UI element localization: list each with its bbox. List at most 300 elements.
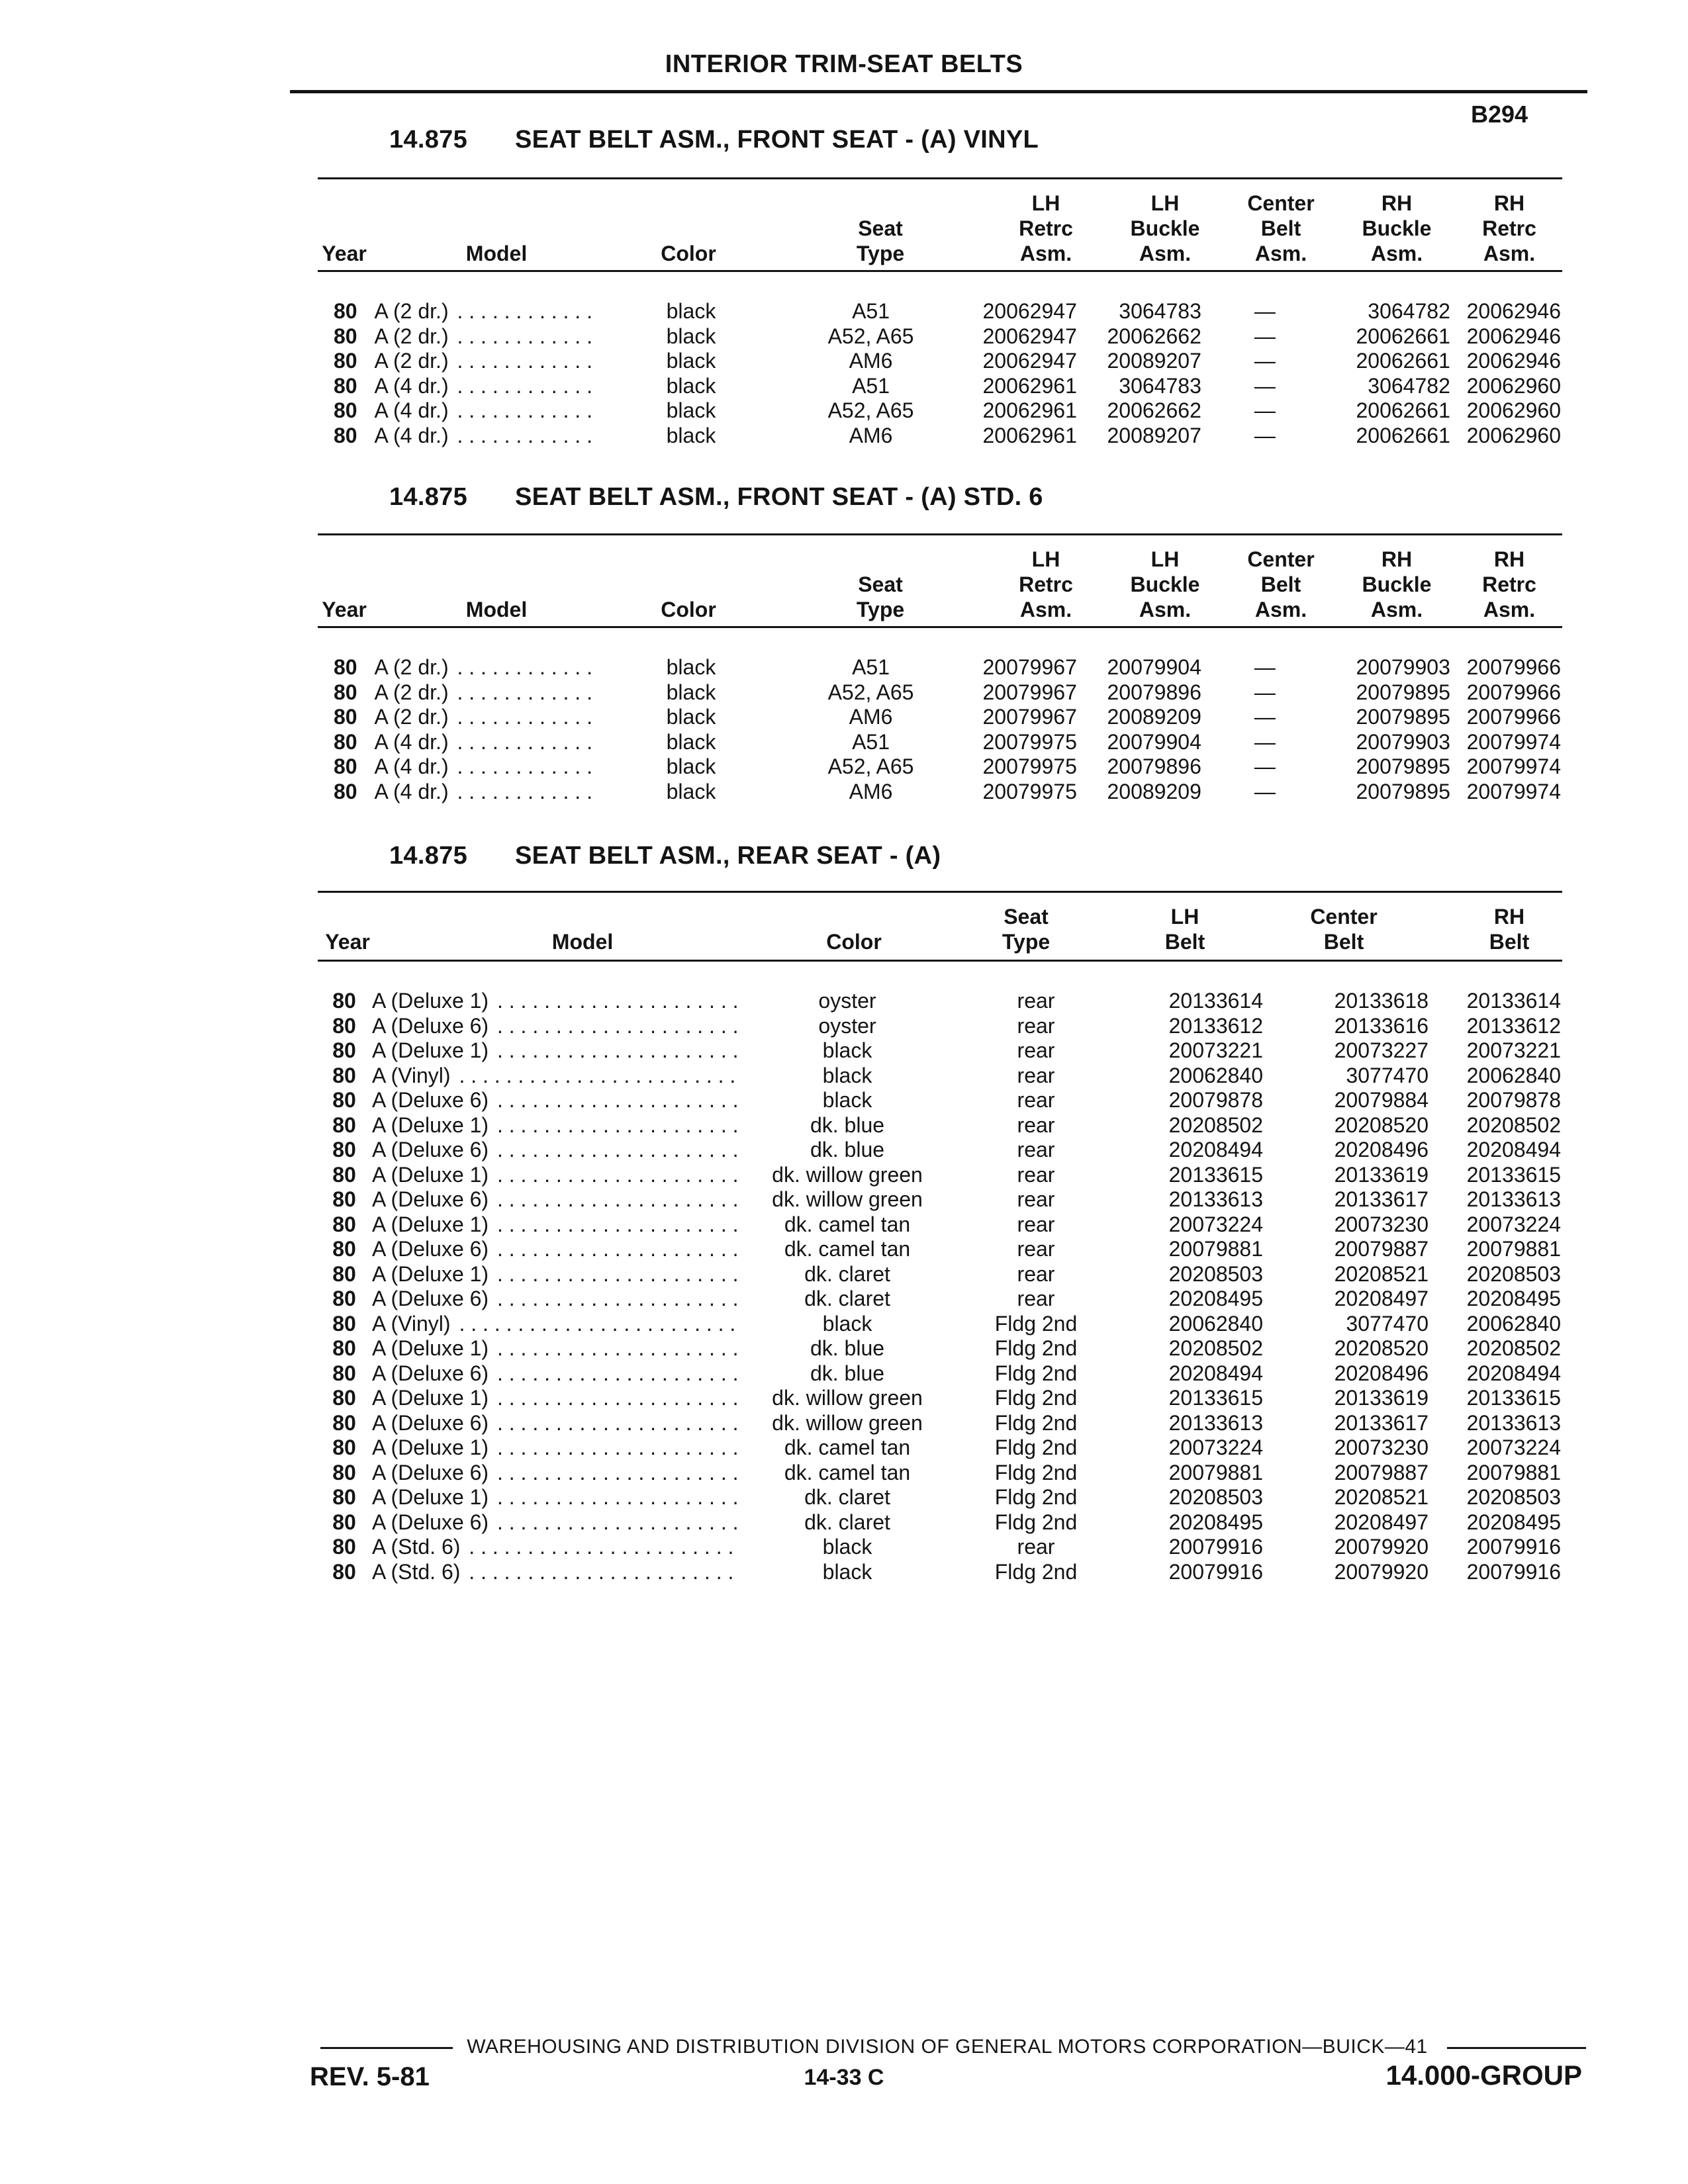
header-model: Model [551,930,614,954]
cell-year: 80 [333,705,357,729]
model-label: A (Deluxe 6) [372,1510,491,1534]
cell-color: oyster [818,989,876,1013]
cell-model [371,1113,741,1138]
cell-rh-belt: 20079916 [1466,1559,1561,1584]
cell-seat-type: Fldg 2nd [994,1559,1078,1584]
cell-year: 80 [333,398,357,422]
header-seat-2: Type [856,598,905,621]
cell-center-belt: 20208497 [1334,1510,1429,1534]
section-3-header [0,904,1688,957]
cell-year: 80 [332,1535,356,1559]
header-lhr-1: LH [1031,547,1060,571]
cell-rh-belt: 20073224 [1466,1435,1561,1459]
cell-seat-type: Fldg 2nd [994,1311,1078,1336]
cell-model [371,1064,741,1089]
table-row [318,1237,1562,1262]
section-1-number: 14.875 [389,126,468,154]
cell-lh-belt: 20208494 [1168,1361,1263,1385]
header-lhr-2: Retrc [1019,216,1073,240]
cell-center-belt: 20079887 [1334,1460,1429,1484]
header-year: Year [322,242,367,265]
cell-lh-retrc: 20079975 [982,729,1077,754]
cell-lh-belt: 20133612 [1168,1013,1263,1038]
cell-center-belt: 20079887 [1334,1237,1429,1261]
cell-color: black [822,1559,872,1584]
header-rhb-3: Asm. [1370,242,1423,265]
model-label: A (Deluxe 6) [372,1411,491,1435]
section-1-title [389,126,1039,154]
cell-lh-buckle: 3064783 [1119,373,1201,398]
cell-year: 80 [332,1113,356,1137]
cell-lh-retrc: 20062961 [982,373,1077,398]
table-row [318,1163,1562,1188]
model-label: A (4 dr.) [375,730,451,754]
cell-seat-type: Fldg 2nd [994,1460,1078,1484]
header-rhb-1: RH [1381,547,1413,571]
model-label: A (Deluxe 1) [372,1212,491,1236]
cell-rh-retrc: 20062946 [1466,324,1561,348]
cell-rh-retrc: 20079966 [1466,705,1561,729]
cell-year: 80 [333,779,357,803]
cell-seat-type: rear [1017,1237,1055,1261]
cell-year: 80 [332,1138,356,1161]
cell-center-belt: 20208496 [1334,1138,1429,1161]
cell-rh-retrc: 20079966 [1466,680,1561,704]
cell-model [373,754,594,780]
cell-rh-belt: 20073221 [1466,1038,1561,1062]
cell-model [371,1312,741,1337]
section-2-number: 14.875 [389,483,468,511]
cell-model [371,1088,741,1113]
section-1-top-rule [318,177,1562,179]
model-label: A (Vinyl) [372,1312,453,1336]
cell-year: 80 [332,1187,356,1211]
cell-lh-retrc: 20079967 [982,680,1077,704]
cell-rh-belt: 20062840 [1466,1311,1561,1336]
cell-lh-buckle: 20062662 [1107,324,1201,348]
header-lhb-3: Asm. [1139,242,1192,265]
cell-center-belt: 20208520 [1334,1113,1429,1137]
section-2-title [389,483,1043,512]
header-color: Color [661,242,716,265]
model-label: A (4 dr.) [375,374,451,398]
table-row [318,1312,1562,1337]
cell-color: black [666,655,716,679]
cell-year: 80 [332,1510,356,1534]
cell-rh-buckle: 20079895 [1356,779,1450,803]
cell-color: dk. willow green [772,1410,923,1435]
cell-center-belt: — [1254,373,1276,398]
cell-seat-type: rear [1017,1261,1055,1286]
section-3-title [389,842,941,870]
cell-lh-retrc: 20062947 [982,324,1077,348]
cell-model [371,1287,741,1312]
cell-color: dk. camel tan [784,1435,911,1459]
model-label: A (2 dr.) [375,680,451,704]
model-label: A (Deluxe 1) [372,1336,491,1360]
model-label: A (Deluxe 6) [372,1088,491,1112]
cell-lh-belt: 20208503 [1168,1485,1263,1509]
table-row [318,705,1562,730]
table-row [318,1262,1562,1287]
cell-model [371,1336,741,1361]
cell-lh-retrc: 20079967 [982,705,1077,729]
cell-center-belt: 20208521 [1334,1261,1429,1286]
cell-year: 80 [333,349,357,373]
cell-seat-type: Fldg 2nd [994,1510,1078,1534]
header-lhb-3: Asm. [1139,598,1192,621]
cell-lh-retrc: 20062947 [982,299,1077,323]
table-row [318,1113,1562,1138]
cell-color: dk. claret [804,1485,890,1509]
model-label: A (Deluxe 1) [372,1163,491,1187]
cell-model [371,1361,741,1387]
header-rhr-3: Asm. [1483,242,1536,265]
cell-model [371,1510,741,1535]
cell-lh-belt: 20079881 [1168,1237,1263,1261]
cell-center-belt: 20208496 [1334,1361,1429,1385]
cell-color: dk. blue [810,1361,885,1385]
header-lhr-3: Asm. [1019,242,1072,265]
cell-rh-buckle: 20079903 [1356,729,1450,754]
cell-lh-belt: 20133615 [1168,1162,1263,1187]
cell-color: oyster [818,1013,876,1038]
table-row [318,1435,1562,1461]
header-seat-1: Seat [858,216,903,240]
cell-color: black [666,398,716,422]
cell-year: 80 [332,1435,356,1459]
cell-rh-belt: 20208502 [1466,1113,1561,1137]
table-row [318,1485,1562,1510]
cell-center-belt: — [1254,349,1276,373]
cell-color: black [666,324,716,348]
cell-seat-type: rear [1017,1138,1055,1161]
cell-seat-type: Fldg 2nd [994,1485,1078,1509]
model-label: A (Std. 6) [372,1535,463,1559]
section-2-header [0,547,1688,626]
cell-center-belt: 20133619 [1334,1386,1429,1410]
cell-center-belt: — [1254,779,1276,803]
cell-lh-belt: 20208503 [1168,1261,1263,1286]
cell-seat-type: Fldg 2nd [994,1435,1078,1459]
section-2-table [318,655,1562,804]
cell-rh-belt: 20133615 [1466,1162,1561,1187]
cell-rh-belt: 20062840 [1466,1063,1561,1087]
header-rhr-2: Retrc [1482,216,1536,240]
cell-lh-belt: 20208502 [1168,1336,1263,1360]
cell-year: 80 [332,1162,356,1187]
header-lhr-1: LH [1031,191,1060,215]
cell-year: 80 [332,1311,356,1336]
cell-year: 80 [332,1287,356,1310]
section-1-header-rule [318,270,1562,272]
cell-seat-type: Fldg 2nd [994,1410,1078,1435]
cell-rh-buckle: 20062661 [1356,398,1450,422]
header-rhb-2: Buckle [1362,216,1432,240]
model-label: A (Deluxe 6) [372,1461,491,1484]
model-label: A (2 dr.) [375,655,451,679]
cell-center-belt: — [1254,398,1276,422]
cell-seat-type: rear [1017,1187,1055,1211]
table-row [318,730,1562,755]
table-row [318,780,1562,805]
cell-model [371,1187,741,1212]
cell-rh-belt: 20133613 [1466,1410,1561,1435]
model-label: A (Vinyl) [372,1064,453,1087]
cell-rh-belt: 20079881 [1466,1460,1561,1484]
section-3-header-rule [318,960,1562,962]
cell-center-belt: 3077470 [1346,1311,1429,1336]
cell-lh-belt: 20133613 [1168,1410,1263,1435]
cell-seat-type: AM6 [849,423,893,447]
cell-seat-type: rear [1017,1212,1055,1236]
cell-seat-type: rear [1017,1088,1055,1112]
cell-model [371,1014,741,1039]
cell-rh-retrc: 20079974 [1466,754,1561,778]
header-center-1: Center [1247,191,1315,215]
model-label: A (4 dr.) [375,780,451,803]
model-label: A (Deluxe 1) [372,1113,491,1137]
cell-model [373,655,594,680]
cell-year: 80 [333,373,357,398]
cell-rh-belt: 20208502 [1466,1336,1561,1360]
revision: REV. 5-81 [310,2062,430,2091]
cell-center-belt: — [1254,299,1276,323]
cell-lh-retrc: 20079975 [982,754,1077,778]
section-2-top-rule [318,533,1562,535]
cell-year: 80 [332,1361,356,1385]
table-row [318,754,1562,780]
cell-lh-retrc: 20079967 [982,655,1077,679]
cell-year: 80 [332,1261,356,1286]
cell-rh-retrc: 20062960 [1466,373,1561,398]
cell-year: 80 [333,324,357,348]
cell-model [373,374,594,399]
model-label: A (Deluxe 1) [372,1038,491,1062]
cell-color: dk. blue [810,1138,885,1161]
table-row [318,989,1562,1014]
model-label: A (Deluxe 1) [372,989,491,1013]
header-center-1: Center [1247,547,1315,571]
cell-color: dk. camel tan [784,1212,911,1236]
cell-seat-type: A52, A65 [827,398,914,422]
cell-lh-buckle: 20062662 [1107,398,1201,422]
model-label: A (Deluxe 6) [372,1287,491,1310]
cell-color: black [666,423,716,447]
cell-model [371,1262,741,1287]
cell-model [371,1485,741,1510]
table-row [318,1014,1562,1039]
table-row [318,1064,1562,1089]
table-row [318,1212,1562,1238]
cell-seat-type: A51 [852,655,890,679]
model-label: A (4 dr.) [375,424,451,447]
table-row [318,1560,1562,1585]
cell-rh-buckle: 20079895 [1356,705,1450,729]
cell-seat-type: rear [1017,1287,1055,1310]
cell-color: dk. blue [810,1113,885,1137]
cell-seat-type: A52, A65 [827,754,914,778]
cell-seat-type: A52, A65 [827,324,914,348]
cell-rh-buckle: 20079903 [1356,655,1450,679]
cell-lh-buckle: 3064783 [1119,299,1201,323]
cell-lh-buckle: 20079904 [1107,729,1201,754]
header-center-3: Asm. [1254,242,1307,265]
table-row [318,1187,1562,1212]
model-label: A (2 dr.) [375,705,451,729]
cell-rh-buckle: 20062661 [1356,324,1450,348]
table-row [318,1336,1562,1361]
cell-model [371,1435,741,1461]
cell-rh-belt: 20208503 [1466,1261,1561,1286]
cell-rh-buckle: 20062661 [1356,423,1450,447]
cell-lh-buckle: 20089207 [1107,349,1201,373]
header-lhb-1: LH [1150,191,1180,215]
table-row [318,680,1562,705]
model-label: A (4 dr.) [375,754,451,778]
header-lhbelt-1: LH [1170,905,1199,929]
cell-year: 80 [333,754,357,778]
cell-model [373,730,594,755]
cell-model [371,1163,741,1188]
cell-rh-buckle: 20079895 [1356,754,1450,778]
model-label: A (Deluxe 1) [372,1435,491,1459]
cell-rh-belt: 20208494 [1466,1138,1561,1161]
cell-color: dk. claret [804,1287,890,1310]
cell-lh-buckle: 20079896 [1107,754,1201,778]
cell-lh-buckle: 20079904 [1107,655,1201,679]
cell-year: 80 [332,1038,356,1062]
header-lhb-1: LH [1150,547,1180,571]
cell-rh-belt: 20079878 [1466,1088,1561,1112]
cell-year: 80 [333,423,357,447]
model-label: A (Deluxe 1) [372,1485,491,1509]
cell-seat-type: rear [1017,1038,1055,1062]
cell-lh-belt: 20079916 [1168,1535,1263,1559]
footer-rule-left [320,2047,453,2049]
section-1-table [318,299,1562,448]
cell-model [373,349,594,374]
cell-rh-retrc: 20062960 [1466,398,1561,422]
cell-model [371,1212,741,1238]
cell-lh-belt: 20133615 [1168,1386,1263,1410]
section-2-header-rule [318,626,1562,628]
cell-center-belt: — [1254,680,1276,704]
cell-model [371,1386,741,1411]
cell-color: dk. willow green [772,1162,923,1187]
header-color: Color [826,930,882,954]
cell-rh-belt: 20208495 [1466,1287,1561,1310]
table-row [318,1287,1562,1312]
model-label: A (Deluxe 6) [372,1361,491,1385]
cell-center-belt: 20133619 [1334,1162,1429,1187]
cell-center-belt: 20133618 [1334,989,1429,1013]
table-row [318,374,1562,399]
cell-center-belt: 20133617 [1334,1187,1429,1211]
cell-color: black [822,1311,872,1336]
cell-lh-belt: 20208502 [1168,1113,1263,1137]
cell-rh-buckle: 20062661 [1356,349,1450,373]
header-year: Year [322,598,367,621]
cell-year: 80 [332,1212,356,1236]
header-centerbelt-1: Center [1310,905,1378,929]
cell-lh-belt: 20133614 [1168,989,1263,1013]
cell-rh-belt: 20073224 [1466,1212,1561,1236]
cell-model [373,705,594,730]
header-rhbelt-1: RH [1493,905,1525,929]
cell-lh-retrc: 20062961 [982,423,1077,447]
cell-lh-retrc: 20062947 [982,349,1077,373]
page-code: B294 [1471,101,1528,128]
header-center-2: Belt [1260,216,1301,240]
cell-lh-buckle: 20089209 [1107,705,1201,729]
model-label: A (Deluxe 6) [372,1237,491,1261]
footer-rule-right [1447,2047,1586,2049]
header-rhbelt-2: Belt [1489,930,1530,954]
cell-year: 80 [333,299,357,323]
cell-rh-belt: 20208503 [1466,1485,1561,1509]
cell-rh-retrc: 20062946 [1466,299,1561,323]
model-label: A (Deluxe 6) [372,1014,491,1038]
cell-color: dk. camel tan [784,1237,911,1261]
cell-color: black [666,299,716,323]
cell-model [371,1411,741,1436]
model-label: A (2 dr.) [375,324,451,348]
header-model: Model [465,242,528,265]
table-row [318,1088,1562,1113]
cell-rh-retrc: 20062946 [1466,349,1561,373]
cell-lh-belt: 20208494 [1168,1138,1263,1161]
cell-seat-type: A51 [852,729,890,754]
cell-rh-belt: 20133615 [1466,1386,1561,1410]
cell-model [373,299,594,324]
cell-center-belt: 20073230 [1334,1212,1429,1236]
cell-center-belt: — [1254,423,1276,447]
cell-color: black [822,1535,872,1559]
section-3-number: 14.875 [389,842,468,870]
header-color: Color [661,598,716,621]
cell-seat-type: A51 [852,299,890,323]
cell-seat-type: A51 [852,373,890,398]
header-seat-2: Type [856,242,905,265]
table-row [318,655,1562,680]
section-1-header [0,191,1688,270]
cell-center-belt: 20073230 [1334,1435,1429,1459]
cell-seat-type: A52, A65 [827,680,914,704]
cell-seat-type: rear [1017,1113,1055,1137]
cell-model [373,780,594,805]
cell-year: 80 [332,1088,356,1112]
cell-center-belt: 20079920 [1334,1559,1429,1584]
cell-year: 80 [333,680,357,704]
cell-color: black [822,1063,872,1087]
header-lhb-2: Buckle [1130,572,1200,596]
cell-model [373,424,594,449]
cell-center-belt: — [1254,729,1276,754]
cell-color: black [666,754,716,778]
table-row [318,1038,1562,1064]
cell-lh-belt: 20208495 [1168,1510,1263,1534]
cell-lh-belt: 20073224 [1168,1435,1263,1459]
cell-color: black [666,779,716,803]
model-label: A (2 dr.) [375,349,451,373]
cell-year: 80 [332,1386,356,1410]
cell-center-belt: 20133616 [1334,1013,1429,1038]
cell-lh-belt: 20073224 [1168,1212,1263,1236]
cell-lh-belt: 20079881 [1168,1460,1263,1484]
cell-model [371,1138,741,1163]
table-row [318,299,1562,324]
